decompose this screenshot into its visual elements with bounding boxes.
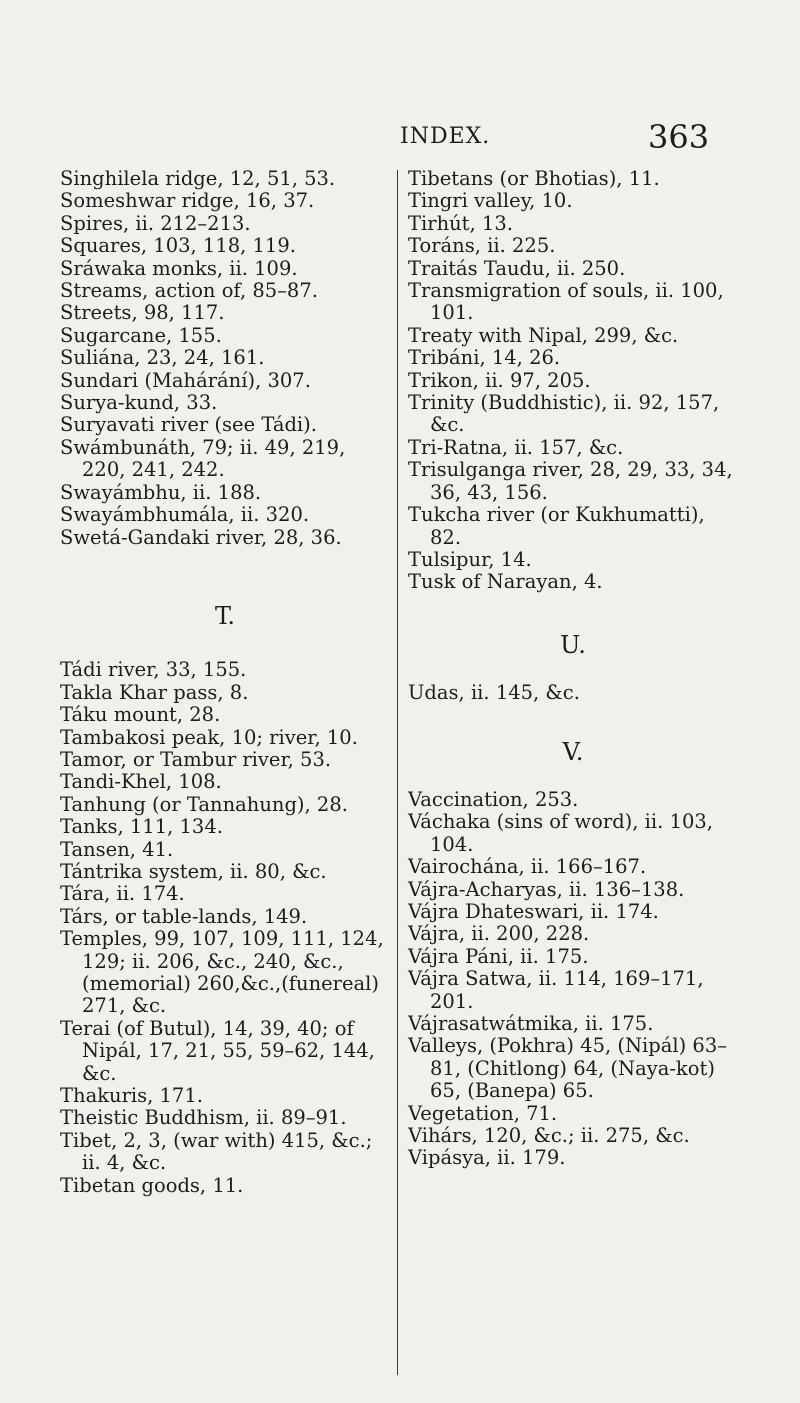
index-entry: Vairochána, ii. 166–167.	[408, 855, 647, 879]
index-entry: Theistic Buddhism, ii. 89–91.	[60, 1106, 347, 1130]
index-entry: Tribáni, 14, 26.	[408, 346, 561, 370]
index-entry: Suryavati river (see Tádi).	[60, 413, 317, 437]
index-entry: Takla Khar pass, 8.	[60, 680, 249, 704]
index-entry: Sugarcane, 155.	[60, 323, 222, 347]
running-title: INDEX.	[400, 124, 491, 149]
page-number: 363	[648, 118, 710, 156]
index-entry: Vájra Páni, ii. 175.	[408, 944, 589, 968]
index-entry: Táku mount, 28.	[60, 703, 221, 727]
column-divider	[397, 170, 398, 1375]
index-entry: Transmigration of souls, ii. 100, 101.	[408, 279, 724, 325]
index-entry: Spires, ii. 212–213.	[60, 211, 251, 235]
section-letter-u: U.	[560, 630, 586, 659]
index-entry: Tingri valley, 10.	[408, 189, 573, 213]
index-entry: Terai (of Butul), 14, 39, 40; of Nipál, 17, 21, 55, 59–62, 144, &c.	[60, 1016, 375, 1085]
index-entry: Tanks, 111, 134.	[60, 815, 223, 839]
index-group-u	[408, 682, 738, 704]
index-entry: Vihárs, 120, &c.; ii. 275, &c.	[408, 1124, 690, 1148]
index-entry: Swetá-Gandaki river, 28, 36.	[60, 525, 342, 549]
index-entry: Tibetan goods, 11.	[60, 1173, 244, 1197]
index-entry: Vipásya, ii. 179.	[408, 1146, 566, 1170]
index-entry: Surya-kund, 33.	[60, 391, 218, 415]
index-group-v	[408, 789, 738, 1170]
index-entry: Tulsipur, 14.	[408, 547, 532, 571]
index-entry: Vájra Satwa, ii. 114, 169–171, 201.	[408, 967, 704, 1013]
left-column	[60, 168, 390, 1197]
index-entry: Tandi-Khel, 108.	[60, 770, 222, 794]
index-group-t-continued	[408, 168, 738, 594]
index-entry: Swayámbhu, ii. 188.	[60, 480, 262, 504]
index-entry: Sráwaka monks, ii. 109.	[60, 256, 298, 280]
index-entry: Vájra Dhateswari, ii. 174.	[408, 899, 659, 923]
section-letter-t: T.	[214, 601, 236, 630]
index-entry: Treaty with Nipal, 299, &c.	[408, 323, 679, 347]
index-entry: Traitás Taudu, ii. 250.	[408, 256, 626, 280]
index-entry: Someshwar ridge, 16, 37.	[60, 189, 315, 213]
index-group-t	[60, 659, 390, 1197]
index-entry: Tansen, 41.	[60, 837, 174, 861]
index-entry: Sundari (Mahárání), 307.	[60, 368, 311, 392]
page-header	[0, 118, 800, 158]
index-entry: Udas, ii. 145, &c.	[408, 681, 580, 705]
index-entry: Tukcha river (or Kukhumatti), 82.	[408, 503, 705, 549]
index-entry: Váchaka (sins of word), ii. 103, 104.	[408, 810, 713, 856]
index-entry: Trisulganga river, 28, 29, 33, 34, 36, 43, 156.	[408, 458, 733, 504]
index-entry: Streets, 98, 117.	[60, 301, 225, 325]
index-entry: Vegetation, 71.	[408, 1101, 558, 1125]
index-entry: Swámbunáth, 79; ii. 49, 219, 220, 241, 242.	[60, 435, 346, 482]
right-column	[408, 168, 738, 1170]
index-entry: Tára, ii. 174.	[60, 882, 185, 906]
index-entry: Streams, action of, 85–87.	[60, 279, 318, 303]
index-entry: Tirhút, 13.	[408, 211, 513, 235]
index-entry: Suliána, 23, 24, 161.	[60, 346, 265, 370]
index-group-s	[60, 168, 390, 549]
index-entry: Trikon, ii. 97, 205.	[408, 368, 591, 392]
index-entry: Társ, or table-lands, 149.	[60, 904, 308, 928]
index-entry: Temples, 99, 107, 109, 111, 124, 129; ii. 206, &c., 240, &c., (memorial) 260,&c.,(funereal) 271, &c.	[60, 927, 384, 1018]
index-entry: Singhilela ridge, 12, 51, 53.	[60, 167, 336, 190]
index-entry: Tántrika system, ii. 80, &c.	[60, 859, 327, 883]
section-letter-v: V.	[562, 737, 584, 766]
index-entry: Vájra, ii. 200, 228.	[408, 922, 590, 946]
index-entry: Tambakosi peak, 10; river, 10.	[60, 725, 358, 749]
index-entry: Tamor, or Tambur river, 53.	[60, 747, 332, 771]
index-entry: Toráns, ii. 225.	[408, 234, 556, 258]
index-entry: Thakuris, 171.	[60, 1084, 203, 1108]
index-entry: Tri-Ratna, ii. 157, &c.	[408, 435, 624, 459]
index-entry: Squares, 103, 118, 119.	[60, 234, 296, 258]
index-entry: Tusk of Narayan, 4.	[408, 570, 603, 594]
index-entry: Vájrasatwátmika, ii. 175.	[408, 1012, 654, 1035]
index-entry: Vaccination, 253.	[408, 787, 579, 811]
index-entry: Tádi river, 33, 155.	[60, 658, 247, 682]
index-entry: Vájra-Acharyas, ii. 136–138.	[408, 877, 685, 901]
index-entry: Tibetans (or Bhotias), 11.	[408, 167, 660, 190]
index-entry: Valleys, (Pokhra) 45, (Nipál) 63–81, (Chitlong) 64, (Naya-kot) 65, (Banepa) 65.	[408, 1034, 727, 1103]
index-entry: Tanhung (or Tannahung), 28.	[60, 792, 348, 816]
index-entry: Tibet, 2, 3, (war with) 415, &c.; ii. 4, &c.	[60, 1128, 373, 1175]
index-entry: Trinity (Buddhistic), ii. 92, 157, &c.	[408, 391, 720, 437]
index-entry: Swayámbhumála, ii. 320.	[60, 503, 310, 527]
